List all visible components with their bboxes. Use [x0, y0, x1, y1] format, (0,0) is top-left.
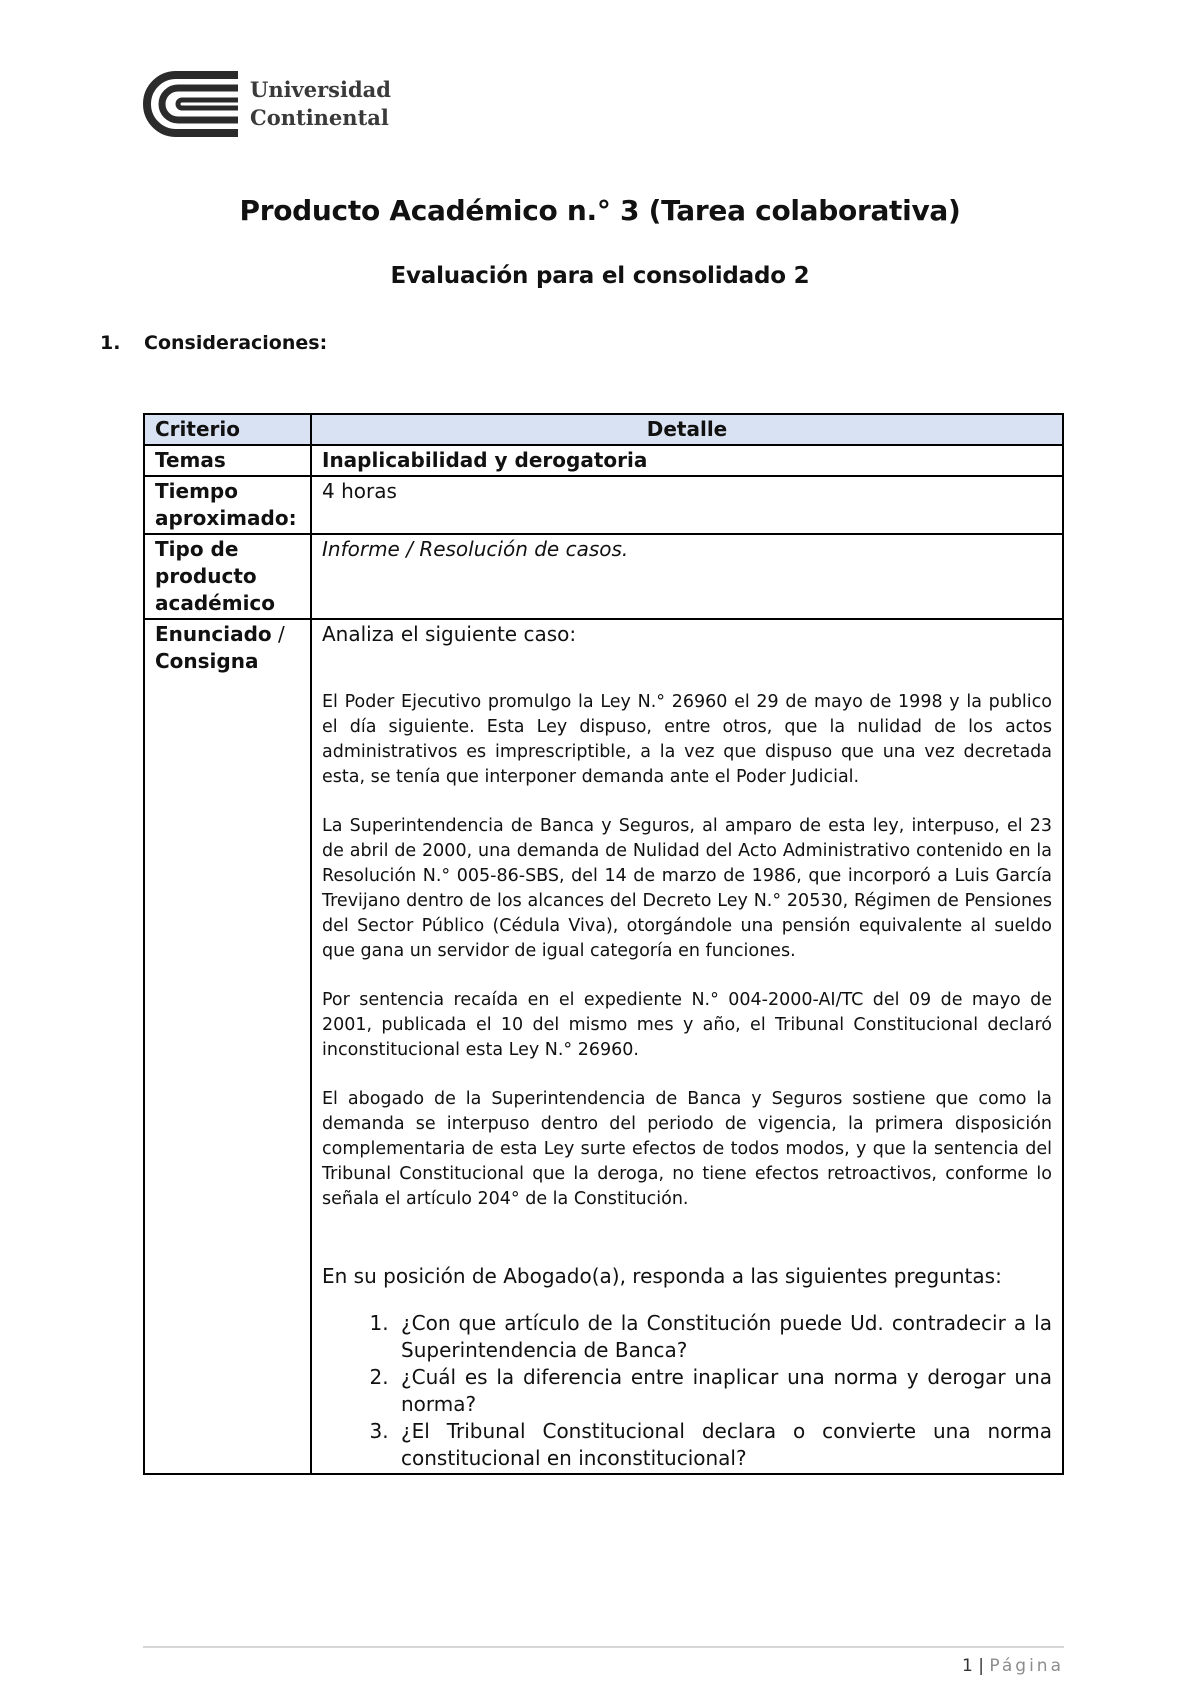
header-detalle: Detalle — [311, 414, 1063, 445]
row-label: Temas — [144, 445, 311, 476]
logo-line-2: Continental — [250, 105, 389, 130]
table-header-row — [144, 414, 1063, 445]
row-label — [144, 619, 311, 1474]
logo-line-1: Universidad — [250, 77, 391, 102]
row-label: Tipo de producto académico — [144, 534, 311, 619]
page-label: Página — [989, 1656, 1064, 1676]
page-number: 1 — [962, 1656, 973, 1676]
university-continental-logo-icon — [142, 70, 242, 140]
question-item: 2. ¿Cuál es la diferencia entre inaplicar una norma y derogar una norma? — [395, 1364, 1052, 1418]
questions-list — [322, 1310, 1052, 1472]
case-paragraph: La Superintendencia de Banca y Seguros, al amparo de esta ley, interpuso, el 23 de abril de 2000, una demanda de Nulidad del Acto Administrativo contenido en la Resolución N.° 005-86-SBS, del 14 de marzo de 1986, que incorporó a Luis García Trevijano dentro de los alcances del Decreto Ley N.° 20530, Régimen de Pensiones del Sector Público (Cédula Viva), otorgándole una pensión equivalente al sueldo que gana un servidor de igual categoría en funciones. — [322, 816, 1052, 961]
table-row-temas — [144, 445, 1063, 476]
footer-separator: | — [978, 1656, 984, 1676]
page-footer — [962, 1656, 1064, 1676]
case-paragraph: El abogado de la Superintendencia de Banca y Seguros sostiene que como la demanda se interpuso dentro del periodo de vigencia, la primera disposición complementaria de esta Ley surte efectos de todos modos, y que la sentencia del Tribunal Constitucional que la deroga, no tiene efectos retroactivos, conforme lo señala el artículo 204° de la Constitución. — [322, 1089, 1052, 1209]
row-value — [311, 619, 1063, 1474]
questions-prompt: En su posición de Abogado(a), responda a las siguientes preguntas: — [322, 1264, 1002, 1288]
table-row-enunciado — [144, 619, 1063, 1474]
question-item: 3. ¿El Tribunal Constitucional declara o convierte una norma constitucional en inconstitucional? — [395, 1418, 1052, 1472]
criteria-table — [143, 413, 1064, 1475]
question-item: 1. ¿Con que artículo de la Constitución puede Ud. contradecir a la Superintendencia de Banca? — [395, 1310, 1052, 1364]
case-paragraph: El Poder Ejecutivo promulgo la Ley N.° 26960 el 29 de mayo de 1998 y la publico el día siguiente. Esta Ley dispuso, entre otros, que la nulidad de los actos administrativos es imprescriptible, a la vez que dispuso que una vez decretada esta, se tenía que interponer demanda ante el Poder Judicial. — [322, 692, 1052, 787]
table-row-tiempo — [144, 476, 1063, 534]
document-title: Producto Académico n.° 3 (Tarea colaborativa) — [239, 194, 961, 227]
case-paragraph: Por sentencia recaída en el expediente N.° 004-2000-AI/TC del 09 de mayo de 2001, publicada el 10 del mismo mes y año, el Tribunal Constitucional declaró inconstitucional esta Ley N.° 26960. — [322, 990, 1052, 1060]
label-separator: / — [271, 622, 285, 646]
row-value: Informe / Resolución de casos. — [311, 534, 1063, 619]
row-label: Tiempo aproximado: — [144, 476, 311, 534]
logo-text — [250, 76, 391, 132]
section-heading — [100, 332, 327, 354]
case-intro: Analiza el siguiente caso: — [322, 622, 577, 646]
row-value: 4 horas — [311, 476, 1063, 534]
row-value: Inaplicabilidad y derogatoria — [311, 445, 1063, 476]
header-criterio: Criterio — [144, 414, 311, 445]
footer-divider — [143, 1646, 1064, 1648]
document-subtitle: Evaluación para el consolidado 2 — [390, 263, 810, 289]
label-enunciado: Enunciado — [155, 622, 272, 646]
university-logo — [142, 70, 392, 140]
section-label: Consideraciones: — [144, 332, 328, 354]
case-text — [322, 690, 1052, 1212]
table-row-tipo — [144, 534, 1063, 619]
label-consigna: Consigna — [155, 649, 259, 673]
section-number: 1. — [100, 332, 121, 354]
